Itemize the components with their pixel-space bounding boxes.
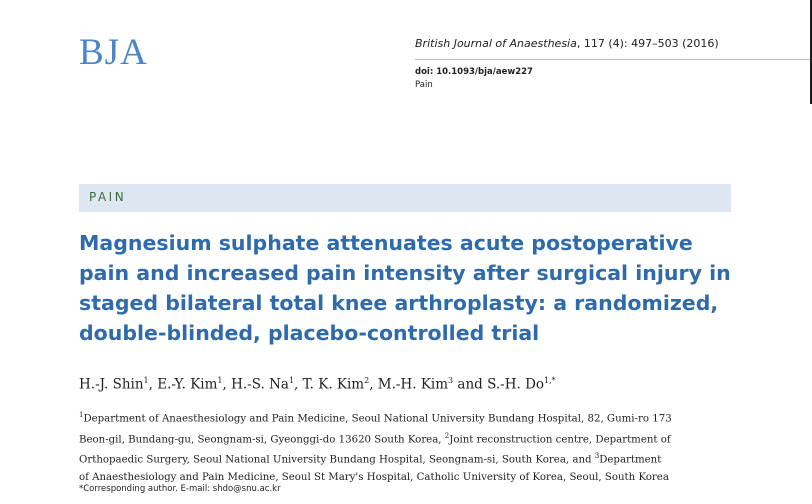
author-name[interactable]: H.-S. Na (231, 376, 289, 393)
author-separator: and (453, 376, 488, 393)
affiliations (79, 407, 739, 486)
author-name[interactable]: T. K. Kim (302, 376, 365, 393)
affiliation-text: Orthopaedic Surgery, Seoul National University Bundang Hospital, Seongnam-si, South Korea, and (79, 454, 595, 466)
author-name[interactable]: S.-H. Do (487, 376, 545, 393)
section-banner (79, 184, 731, 212)
author-separator: , (222, 376, 232, 393)
title-line: Magnesium sulphate attenuates acute postoperative (79, 231, 693, 255)
affiliation-line (79, 407, 739, 428)
affiliation-ref: 1 (79, 411, 84, 419)
author-list (79, 376, 556, 393)
affiliation-ref: 3 (594, 452, 600, 461)
author-separator: , (294, 376, 303, 393)
journal-issue: , 117 (4): 497–503 (2016) (576, 37, 719, 50)
affiliation-line (79, 448, 739, 469)
author-separator: , (148, 376, 158, 393)
affiliation-text: Department of Anaesthesiology and Pain Medicine, Seoul National University Bundang Hospital, 82, Gumi-ro 173 (83, 413, 672, 425)
author-affiliation-ref: 1 (143, 376, 149, 385)
title-line: double-blinded, placebo-controlled trial (79, 321, 540, 345)
section-banner-label: PAIN (89, 190, 127, 204)
journal-citation (415, 37, 719, 50)
title-line: pain and increased pain intensity after surgical injury in (79, 261, 731, 285)
author-name[interactable]: M.-H. Kim (377, 376, 449, 393)
author-affiliation-ref: 3 (448, 376, 454, 385)
article-title (79, 228, 759, 348)
affiliation-ref: 2 (444, 431, 450, 440)
author-affiliation-ref: 2 (364, 376, 370, 385)
affiliation-line (79, 428, 739, 449)
affiliation-text: Joint reconstruction centre, Department of (449, 434, 671, 446)
author-name[interactable]: H.-J. Shin (79, 376, 144, 393)
author-affiliation-ref: 1,* (544, 376, 556, 385)
author-name[interactable]: E.-Y. Kim (157, 376, 218, 393)
author-affiliation-ref: 1 (288, 376, 295, 385)
author-affiliation-ref: 1 (217, 376, 223, 385)
author-separator: , (369, 376, 378, 393)
doi-link[interactable]: doi: 10.1093/bja/aew227 (415, 67, 533, 77)
affiliation-text: Department (599, 454, 662, 466)
affiliation-text: Beon-gil, Bundang-gu, Seongnam-si, Gyeonggi-do 13620 South Korea, (79, 434, 445, 446)
affiliation-line: of Anaesthesiology and Pain Medicine, Seoul St Mary's Hospital, Catholic University of Korea, Seoul, South Korea (79, 472, 669, 484)
article-section: Pain (415, 80, 433, 90)
journal-logo: BJA (79, 32, 148, 73)
header-divider (415, 59, 812, 60)
journal-name: British Journal of Anaesthesia (415, 37, 577, 50)
title-line: staged bilateral total knee arthroplasty: a randomized, (79, 291, 719, 315)
corresponding-author: *Corresponding author. E-mail: shdo@snu.ac.kr (79, 484, 281, 494)
